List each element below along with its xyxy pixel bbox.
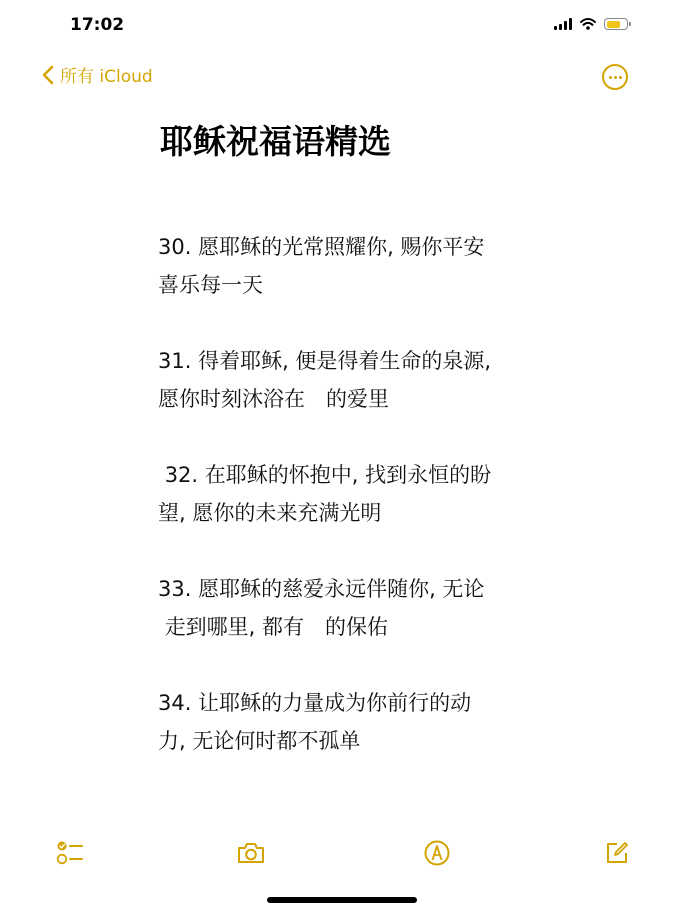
note-paragraph: 32. 在耶稣的怀抱中, 找到永恒的盼 望, 愿你的未来充满光明 (158, 463, 492, 525)
cellular-signal-icon (554, 18, 572, 30)
battery-icon (604, 18, 628, 30)
back-button[interactable] (42, 62, 153, 87)
wifi-icon (580, 18, 596, 30)
status-time: 17:02 (70, 15, 125, 35)
checklist-icon[interactable] (55, 838, 85, 868)
bottom-toolbar (0, 830, 684, 874)
note-paragraph: 30. 愿耶稣的光常照耀你, 赐你平安 喜乐每一天 (158, 235, 485, 297)
note-body[interactable] (158, 228, 548, 798)
status-bar (0, 0, 684, 52)
markup-pen-icon[interactable] (422, 838, 452, 868)
nav-bar (0, 58, 684, 94)
home-indicator[interactable] (267, 897, 417, 903)
ellipsis-circle-icon[interactable] (602, 64, 628, 90)
note-paragraph: 34. 让耶稣的力量成为你前行的动 力, 无论何时都不孤单 (158, 691, 472, 753)
camera-icon[interactable] (236, 838, 266, 868)
compose-icon[interactable] (602, 838, 632, 868)
back-label: 所有 iCloud (60, 67, 153, 87)
battery-fill (607, 21, 620, 28)
note-title[interactable]: 耶稣祝福语精选 (160, 122, 391, 161)
note-paragraph: 31. 得着耶稣, 便是得着生命的泉源, 愿你时刻沐浴在 的爱里 (158, 349, 492, 411)
note-paragraph: 33. 愿耶稣的慈爱永远伴随你, 无论 走到哪里, 都有 的保佑 (158, 577, 485, 639)
chevron-left-icon (42, 65, 54, 85)
status-icons (554, 18, 628, 30)
